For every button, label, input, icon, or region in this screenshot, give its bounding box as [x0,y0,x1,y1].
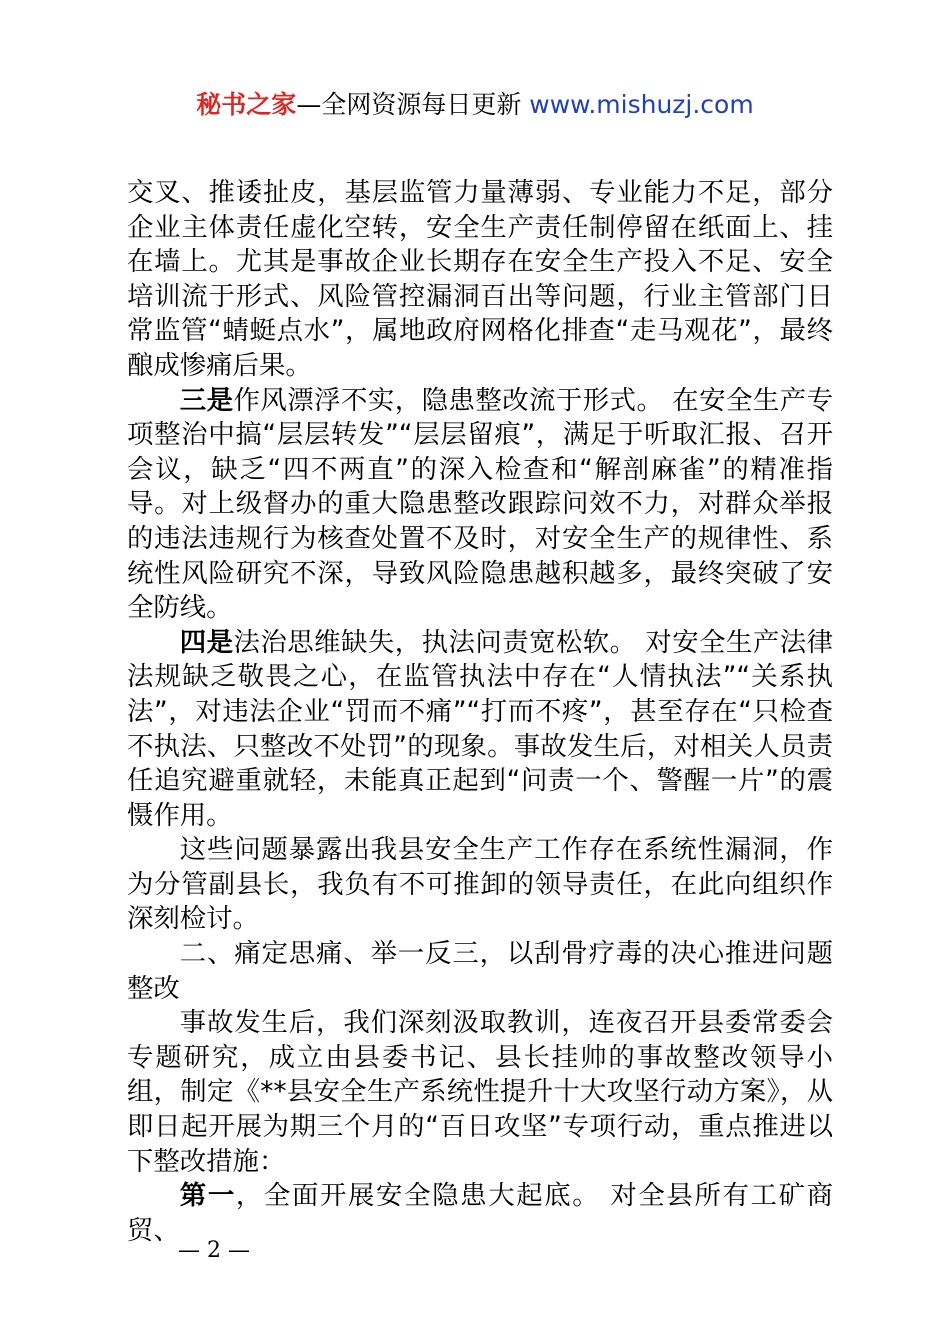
paragraph-text: 这些问题暴露出我县安全生产工作存在系统性漏洞，作为分管副县长，我负有不可推卸的领导责任，在此向组织作深刻检讨。 [127,834,833,935]
brand-name: 秘书之家 [196,90,297,119]
site-header [0,88,950,122]
paragraph-text: ，全面开展安全隐患大起底。 对全县所有工矿商贸、 [127,1180,834,1246]
paragraph-text: 法治思维缺失，执法问责宽松软。 对安全生产法律法规缺乏敬畏之心，在监管执法中存在“人情执法”“关系执法”，对违法企业“罚而不痛”“打而不疼”，甚至存在“只检查不执法、只整改不处罚”的现象。事故发生后，对相关人员责任追究避重就轻，未能真正起到“问责一个、警醒一片”的震慑作用。 [127,626,833,831]
paragraph-3 [127,626,833,834]
header-tagline: —全网资源每日更新 [296,90,522,119]
section-heading [127,937,833,1006]
heading-text: 二、痛定思痛、举一反三，以刮骨疗毒的决心推进问题整改 [127,938,833,1004]
paragraph-text: 事故发生后，我们深刻汲取教训，连夜召开县委常委会专题研究，成立由县委书记、县长挂帅的事故整改领导小组，制定《**县安全生产系统性提升十大攻坚行动方案》，从即日起开展为期三个月的“百日攻坚”专项行动，重点推进以下整改措施： [127,1007,833,1177]
page-number: — 2 — [178,1238,250,1263]
paragraph-1 [127,176,833,384]
document-body [127,176,833,1248]
paragraph-2 [127,384,833,626]
paragraph-text: 交叉、推诿扯皮，基层监管力量薄弱、专业能力不足，部分企业主体责任虚化空转，安全生产责任制停留在纸面上、挂在墙上。尤其是事故企业长期存在安全生产投入不足、安全培训流于形式、风险管控漏洞百出等问题，行业主管部门日常监管“蜻蜓点水”，属地政府网格化排查“走马观花”，最终酿成惨痛后果。 [127,177,833,381]
paragraph-lead: 第一 [179,1180,236,1212]
paragraph-lead: 四是 [179,626,234,658]
paragraph-6 [127,1006,833,1179]
paragraph-4 [127,833,833,937]
paragraph-text: 作风漂浮不实，隐患整改流于形式。 在安全生产专项整治中搞“层层转发”“层层留痕”，满足于听取汇报、召开会议，缺乏“四不两直”的深入检查和“解剖麻雀”的精准指导。对上级督办的重大隐患整改跟踪问效不力，对群众举报的违法违规行为核查处置不及时，对安全生产的规律性、系统性风险研究不深，导致风险隐患越积越多，最终突破了安全防线。 [127,384,833,624]
paragraph-lead: 三是 [179,384,234,416]
site-url: www.mishuzj.com [529,90,754,119]
